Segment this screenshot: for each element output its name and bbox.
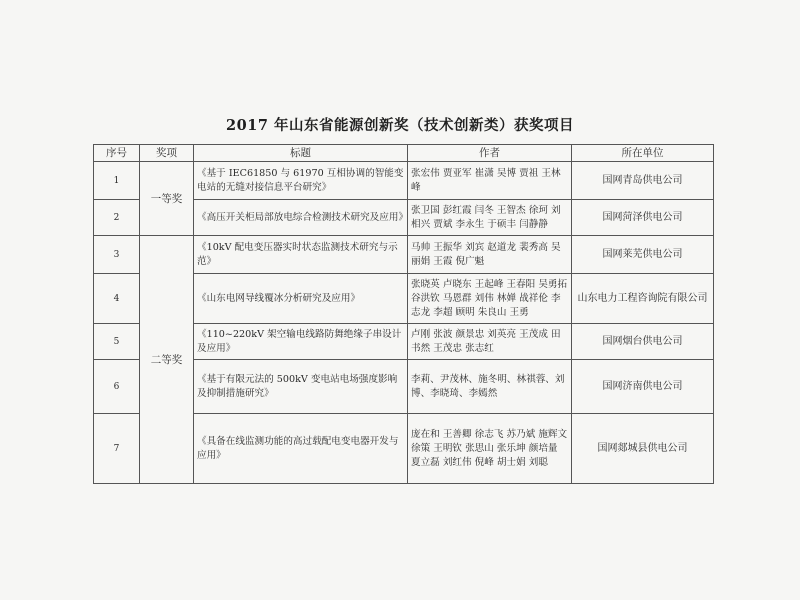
row-unit: 国网莱芜供电公司 <box>572 236 714 274</box>
row-unit: 国网济南供电公司 <box>572 360 714 414</box>
row-unit: 国网菏泽供电公司 <box>572 200 714 236</box>
row-authors: 张卫国 彭红霞 闫冬 王智杰 徐珂 刘相兴 贾斌 李永生 于硕丰 闫静静 <box>408 200 572 236</box>
document-title: 2017 年山东省能源创新奖（技术创新类）获奖项目 <box>226 117 574 134</box>
row-unit: 国网青岛供电公司 <box>572 162 714 200</box>
header-no: 序号 <box>94 145 140 162</box>
row-unit: 国网烟台供电公司 <box>572 324 714 360</box>
row-authors: 张宏伟 贾亚军 崔潇 吴博 贾祖 王林峰 <box>408 162 572 200</box>
row-no: 5 <box>94 324 140 360</box>
row-title: 《110~220kV 架空输电线路防舞绝缘子串设计及应用》 <box>194 324 408 360</box>
row-no: 4 <box>94 274 140 324</box>
row-authors: 李莉、尹茂林、施冬明、林祺蓉、刘博、李晓琦、李嫣然 <box>408 360 572 414</box>
row-authors: 卢刚 张波 颜景忠 刘英亮 王茂成 田书然 王茂忠 张志红 <box>408 324 572 360</box>
header-unit: 所在单位 <box>572 145 714 162</box>
award-second-prize: 二等奖 <box>140 236 194 484</box>
row-no: 6 <box>94 360 140 414</box>
header-authors: 作者 <box>408 145 572 162</box>
awards-table <box>93 144 714 484</box>
header-award: 奖项 <box>140 145 194 162</box>
row-title: 《10kV 配电变压器实时状态监测技术研究与示范》 <box>194 236 408 274</box>
table-header-row <box>94 145 714 162</box>
award-first-prize: 一等奖 <box>140 162 194 236</box>
row-unit: 国网郯城县供电公司 <box>572 414 714 484</box>
row-title: 《高压开关柜局部放电综合检测技术研究及应用》 <box>194 200 408 236</box>
row-authors: 庞在和 王善卿 徐志飞 苏乃斌 施辉文 徐策 王明钦 张思山 张乐坤 颜培量 夏立磊 刘红伟 倪峰 胡士娟 刘聪 <box>408 414 572 484</box>
row-title: 《具备在线监测功能的高过载配电变电器开发与应用》 <box>194 414 408 484</box>
row-no: 3 <box>94 236 140 274</box>
row-no: 2 <box>94 200 140 236</box>
row-no: 7 <box>94 414 140 484</box>
row-no: 1 <box>94 162 140 200</box>
row-title: 《基于 IEC61850 与 61970 互相协调的智能变电站的无缝对接信息平台研究》 <box>194 162 408 200</box>
header-title: 标题 <box>194 145 408 162</box>
row-authors: 马帅 王振华 刘宾 赵道龙 裴秀高 吴丽娟 王霞 倪广魁 <box>408 236 572 274</box>
row-title: 《山东电网导线覆冰分析研究及应用》 <box>194 274 408 324</box>
row-authors: 张晓英 卢晓东 王起峰 王春阳 吴勇拓 谷洪钦 马恩群 刘伟 林婵 战祥伦 李志龙 李超 顾明 朱良山 王勇 <box>408 274 572 324</box>
row-unit: 山东电力工程咨询院有限公司 <box>572 274 714 324</box>
row-title: 《基于有限元法的 500kV 变电站电场强度影响及抑制措施研究》 <box>194 360 408 414</box>
table-row <box>94 162 714 200</box>
table-row <box>94 236 714 274</box>
